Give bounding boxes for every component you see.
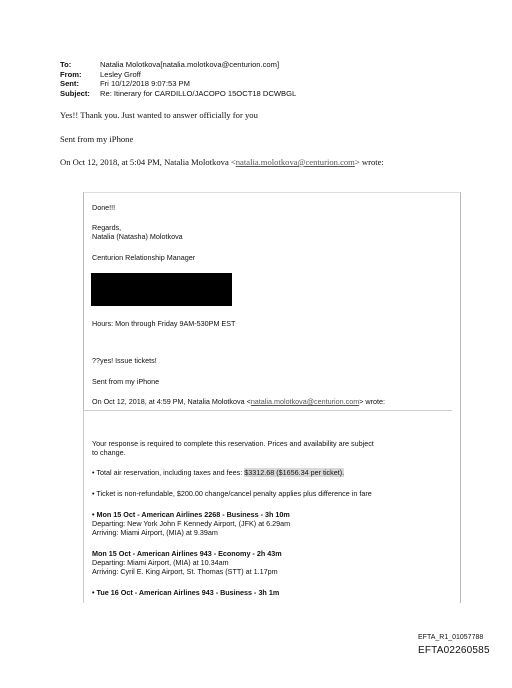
to-row [60,60,296,70]
bates-reference: EFTA02260585 [418,645,490,656]
subject-value: Re: Itinerary for CARDILLO/JACOPO 15OCT18 DCWBGL [100,88,297,98]
from-value: Lesley Groff [100,69,141,79]
flight-3-title-text: Tue 16 Oct - American Airlines 943 - Business - 3h 1m [96,588,280,597]
quote-hours: Hours: Mon through Friday 9AM-530PM EST [92,319,236,328]
ticket-policy-text: Ticket is non-refundable, $200.00 change/cancel penalty applies plus difference in fare [96,489,372,498]
quote-attribution-prefix: On Oct 12, 2018, at 4:59 PM, Natalia Molotkova < [92,397,251,406]
sent-value: Fri 10/12/2018 9:07:53 PM [100,79,190,89]
flight-1-title [92,510,290,519]
quote-sent-from: Sent from my iPhone [92,377,160,386]
response-required-line1: Your response is required to complete this reservation. Prices and availability are subject [92,439,374,448]
bullet-icon: • [92,588,95,597]
itinerary-quote [83,410,452,603]
ticket-policy-item [92,489,372,498]
fare-total-amount: $3312.68 ($1656.34 per ticket). [244,468,345,477]
flight-2-title: Mon 15 Oct - American Airlines 943 - Economy - 2h 43m [92,549,282,558]
subject-row [60,89,296,99]
quote-attribution-email-link[interactable]: natalia.molotkova@centurion.com [250,397,360,406]
from-row [60,70,296,80]
fare-total-label: Total air reservation, including taxes and fees: [96,468,245,477]
quote-regards: Regards, [92,223,122,232]
subject-label: Subject: [60,88,90,98]
quote-sender-name: Natalia (Natasha) Molotkova [92,232,183,241]
response-required-line2: to change. [92,448,126,457]
bullet-icon: • [92,489,95,498]
bullet-icon: • [92,510,95,519]
attribution-prefix: On Oct 12, 2018, at 5:04 PM, Natalia Molotkova < [60,157,236,167]
flight-1-depart: Departing: New York John F Kennedy Airport, (JFK) at 6.29am [92,519,291,528]
quote-sender-title: Centurion Relationship Manager [92,253,196,262]
attribution-email-link[interactable]: natalia.molotkova@centurion.com [235,157,355,167]
bates-reference-r1: EFTA_R1_01057788 [418,634,484,641]
flight-2-depart: Departing: Miami Airport, (MIA) at 10.34am [92,558,229,567]
flight-3-title [92,588,279,597]
redaction-block [91,273,232,306]
quote-issue-tickets: ??yes! Issue tickets! [92,356,157,365]
attribution-suffix: > wrote: [354,157,384,167]
quote-done: Done!!! [92,203,116,212]
to-value: Natalia Molotkova[natalia.molotkova@centurion.com] [100,60,280,69]
flight-1-arrive: Arriving: Miami Airport, (MIA) at 9.39am [92,528,218,537]
bullet-icon: • [92,468,95,477]
flight-1-title-text: Mon 15 Oct - American Airlines 2268 - Business - 3h 10m [96,510,290,519]
reply-attribution [60,157,384,167]
quote-attribution [92,397,385,406]
to-label: To: [60,60,72,69]
flight-2-arrive: Arriving: Cyril E. King Airport, St. Thomas (STT) at 1.17pm [92,567,278,576]
reply-signature: Sent from my iPhone [60,134,134,144]
quote-attribution-suffix: > wrote: [359,397,385,406]
from-label: From: [60,69,82,79]
fare-total-item [92,468,344,477]
sent-row [60,79,296,89]
sent-label: Sent: [60,79,79,89]
email-header [60,60,296,98]
reply-text: Yes!! Thank you. Just wanted to answer officially for you [60,110,258,120]
